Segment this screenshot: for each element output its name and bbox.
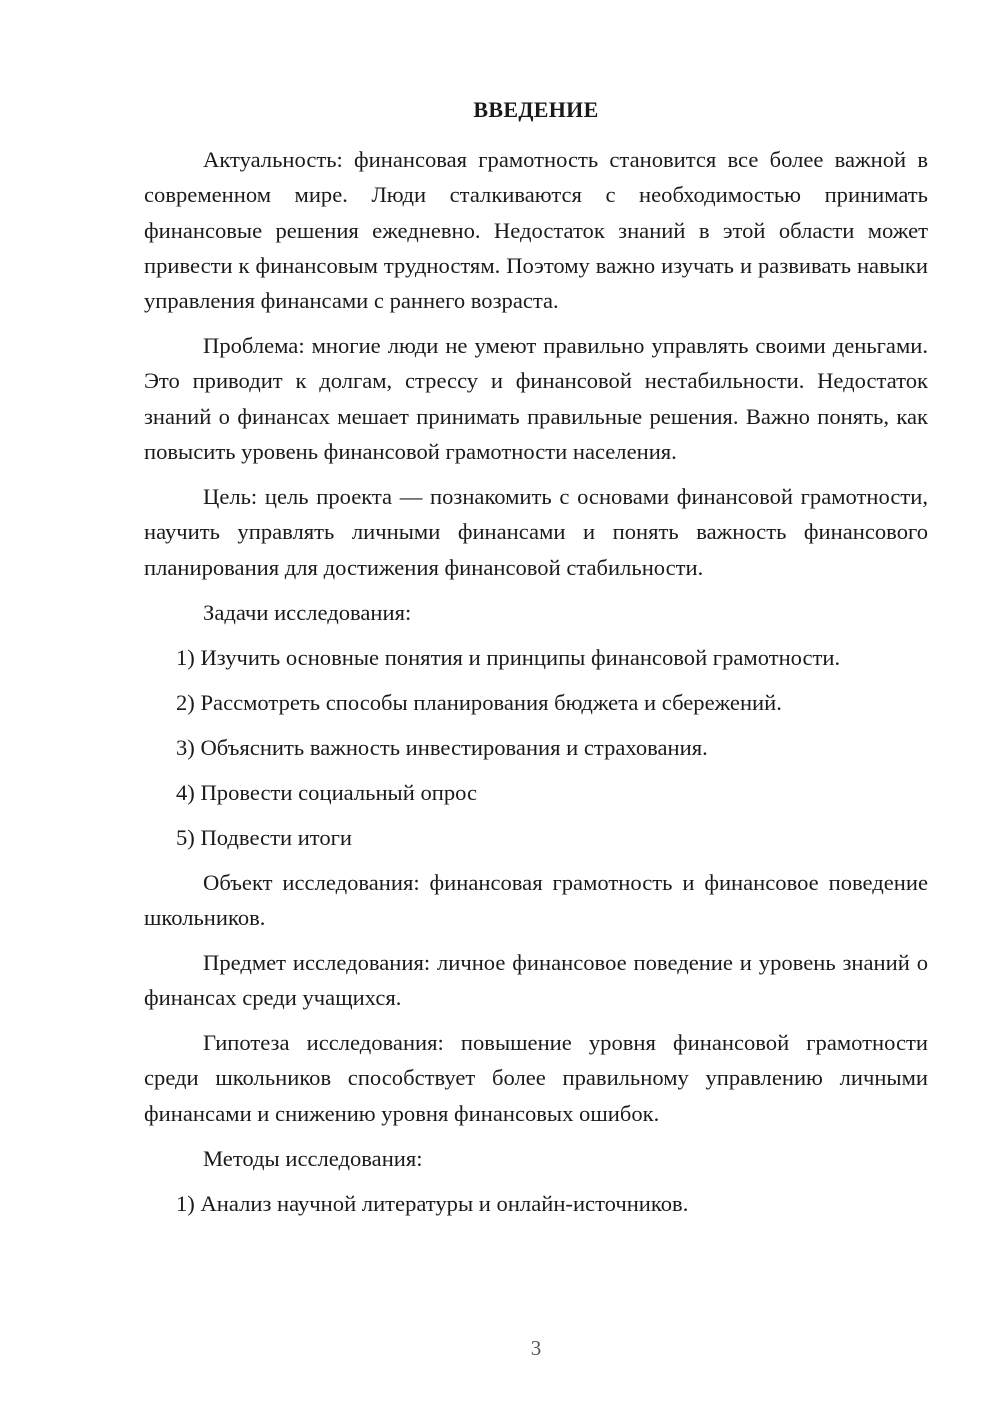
object-paragraph: Объект исследования: финансовая грамотность и финансовое поведение школьников. [144,869,928,930]
task-item: 2) Рассмотреть способы планирования бюджета и сбережений. [176,689,782,715]
task-item: 5) Подвести итоги [176,824,353,850]
section-heading: ВВЕДЕНИЕ [473,97,599,122]
task-item: 1) Изучить основные понятия и принципы финансовой грамотности. [176,644,841,670]
task-item: 4) Провести социальный опрос [176,779,478,805]
page-number: 3 [530,1336,542,1360]
hypothesis-paragraph: Гипотеза исследования: повышение уровня финансовой грамотности среди школьников способствует более правильному управлению личными финансами и снижению уровня финансовых ошибок. [144,1030,928,1126]
method-item: 1) Анализ научной литературы и онлайн-источников. [176,1190,689,1216]
task-item: 3) Объяснить важность инвестирования и страхования. [176,734,708,760]
document-body [144,142,928,1231]
methods-title: Методы исследования: [203,1145,423,1171]
document-page [144,0,928,1414]
problem-paragraph: Проблема: многие люди не умеют правильно управлять своими деньгами. Это приводит к долгам, стрессу и финансовой нестабильности. Недостаток знаний о финансах мешает принимать правильные решения. Важно понять, как повысить уровень финансовой грамотности населения. [144,333,928,465]
subject-paragraph: Предмет исследования: личное финансовое поведение и уровень знаний о финансах среди учащихся. [144,949,928,1011]
tasks-title: Задачи исследования: [203,599,412,625]
goal-paragraph: Цель: цель проекта — познакомить с основами финансовой грамотности, научить управлять личными финансами и понять важность финансового планирования для достижения финансовой стабильности. [144,484,928,580]
relevance-paragraph: Актуальность: финансовая грамотность становится все более важной в современном мире. Люди сталкиваются с необходимостью принимать финансовые решения ежедневно. Недостаток знаний в этой области может привести к финансовым трудностям. Поэтому важно изучать и развивать навыки управления финансами с раннего возраста. [144,147,928,314]
